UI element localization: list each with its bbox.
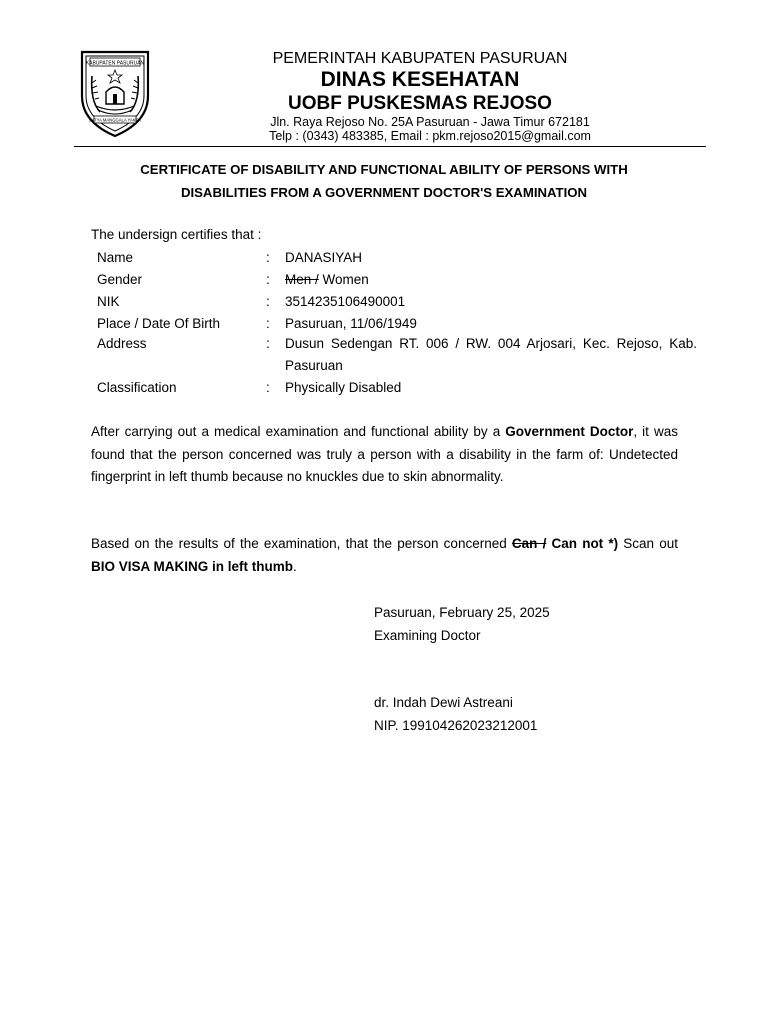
result-text-3: . [293,558,297,574]
name-label: Name [97,250,134,265]
signature-place-date: Pasuruan, February 25, 2025 [374,605,550,620]
gender-value [285,269,697,291]
header-divider [74,146,706,147]
header-department: DINAS KESEHATAN [320,68,520,91]
findings-bold-doctor: Government Doctor [505,424,634,439]
signature-nip: NIP. 199104262023212001 [374,718,538,733]
intro-text: The undersign certifies that : [91,227,262,242]
birth-colon: : [266,316,270,331]
header-government: PEMERINTAH KABUPATEN PASURUAN [272,50,568,67]
classification-label: Classification [97,380,177,395]
result-struck-option: Can / [511,536,547,551]
classification-colon: : [266,380,270,395]
document-title [80,158,688,204]
name-value: DANASIYAH [285,250,363,265]
result-text-2: Scan out [618,536,678,551]
signature-name: dr. Indah Dewi Astreani [374,695,513,710]
result-selected-option: Can not *) [546,536,619,551]
gender-colon: : [266,272,270,287]
gender-label: Gender [97,272,143,287]
regency-emblem-icon [76,46,154,138]
address-value: Dusun Sedengan RT. 006 / RW. 004 Arjosari, Kec. Rejoso, Kab. Pasuruan [285,336,697,373]
nik-label: NIK [97,294,120,309]
header-address: Jln. Raya Rejoso No. 25A Pasuruan - Jawa Timur 672181 [270,115,590,129]
title-line-2: DISABILITIES FROM A GOVERNMENT DOCTOR'S EXAMINATION [180,185,588,200]
signature-role: Examining Doctor [374,628,481,643]
findings-text-2: , it was found that the person concerned was truly a person with a disability in the farm of: Undetected fingerprint in left thumb because no knuckles due to skin abnormality. [91,424,678,484]
header-unit: UOBF PUSKESMAS REJOSO [288,93,552,114]
result-bold-purpose: BIO VISA MAKING in left thumb [91,558,293,574]
birth-value: Pasuruan, 11/06/1949 [285,316,417,331]
gender-struck-option: Men / [285,272,319,287]
logo-banner: SATYA MANGGALA YAKSA [88,117,142,123]
gender-selected-option: Women [318,272,369,287]
name-colon: : [266,250,270,265]
classification-value: Physically Disabled [285,380,402,395]
result-paragraph [91,533,678,578]
address-label: Address [97,336,147,351]
findings-paragraph [91,421,678,489]
findings-text-1: After carrying out a medical examination and functional ability by a [91,424,506,439]
header-contact: Telp : (0343) 483385, Email : pkm.rejoso2015@gmail.com [269,129,591,143]
title-line-1: CERTIFICATE OF DISABILITY AND FUNCTIONAL ABILITY OF PERSONS WITH [140,162,628,177]
logo-text: KABUPATEN PASURUAN [85,60,145,67]
nik-colon: : [266,294,270,309]
nik-value: 3514235106490001 [285,294,406,309]
birth-label: Place / Date Of Birth [97,316,221,331]
result-text-1: Based on the results of the examination, that the person concerned [91,536,512,551]
address-colon: : [266,336,270,351]
